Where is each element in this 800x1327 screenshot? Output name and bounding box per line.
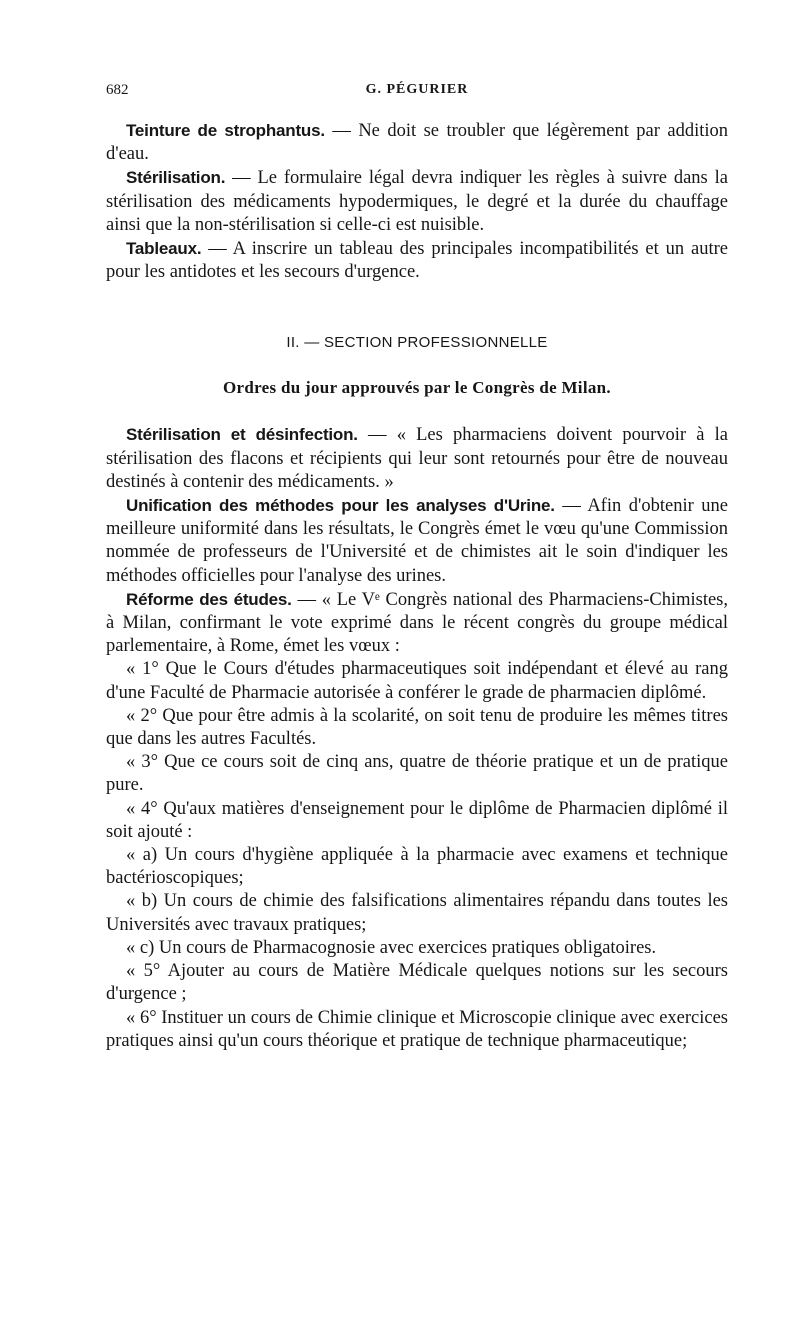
run-in-heading: Réforme des études. (126, 589, 292, 609)
paragraph-unification (106, 494, 728, 588)
run-in-heading: Stérilisation et désinfection. (126, 425, 358, 445)
run-in-heading: Teinture de strophantus. (126, 121, 325, 140)
voeu-1: « 1° Que le Cours d'études pharmaceutiques soit indépendant et élevé au rang d'une Faculté de Pharmacie autorisée à conférer le grade de pharmacien diplômé. (106, 659, 728, 703)
paragraph-desinfection (106, 423, 728, 494)
paragraph-text: — A inscrire un tableau des principales incompatibilités et un autre pour les antidotes et les secours d'urgence. (106, 239, 728, 283)
paragraph-sterilisation (106, 166, 728, 237)
paragraph-teinture (106, 119, 728, 166)
paragraph-text: — Le formulaire légal devra indiquer les règles à suivre dans la stérilisation des médicaments hypodermiques, le degré et la durée du chauffage ainsi que la non-stérilisation si celle-ci est nuisible. (106, 168, 728, 235)
voeu-5: « 5° Ajouter au cours de Matière Médicale quelques notions sur les secours d'urgence ; (106, 961, 728, 1005)
voeu-4: « 4° Qu'aux matières d'enseignement pour le diplôme de Pharmacien diplômé il soit ajouté : (106, 798, 728, 842)
run-in-heading: Stérilisation. (126, 168, 226, 188)
voeu-2: « 2° Que pour être admis à la scolarité, on soit tenu de produire les mêmes titres que dans les autres Facultés. (106, 705, 728, 750)
paragraph-tableaux (106, 237, 728, 284)
run-in-heading: Unification des méthodes pour les analyses d'Urine. (126, 496, 555, 516)
subheading: Ordres du jour approuvés par le Congrès de Milan. (223, 378, 611, 398)
paragraph-text: — « Les pharmaciens doivent pourvoir à la stérilisation des flacons et récipients qui leur sont retournés pour être de nouveau destinés à contenir des médicaments. » (106, 425, 728, 492)
document-page (106, 80, 728, 1053)
page-number: 682 (106, 82, 129, 98)
run-in-heading: Tableaux. (126, 239, 202, 259)
paragraph-reforme (106, 588, 728, 659)
running-head: G. PÉGURIER (365, 82, 469, 97)
voeu-4c: « c) Un cours de Pharmacognosie avec exercices pratiques obligatoires. (126, 937, 657, 958)
section-heading: II. — SECTION PROFESSIONNELLE (286, 334, 548, 352)
voeu-4a: « a) Un cours d'hygiène appliquée à la pharmacie avec examens et technique bactérioscopiques; (106, 845, 728, 889)
body-text (106, 119, 728, 1053)
voeu-6: « 6° Instituer un cours de Chimie clinique et Microscopie clinique avec exercices pratiques ainsi qu'un cours théorique et pratique de technique pharmaceutique; (106, 1007, 728, 1051)
page-header (106, 80, 728, 102)
paragraph-text: — « Le Vᵉ Congrès national des Pharmaciens-Chimistes, à Milan, confirmant le vote exprimé dans le récent congrès du groupe médical parlementaire, à Rome, émet les vœux : (106, 589, 728, 657)
paragraph-text: — Afin d'obtenir une meilleure uniformité dans les résultats, le Congrès émet le vœu qu'une Commission nommée de professeurs de l'Université et de chimistes ait le soin d'indiquer les méthodes officielles pour l'analyse des urines. (106, 496, 728, 586)
paragraph-text: — Ne doit se troubler que légèrement par addition d'eau. (106, 121, 728, 165)
voeu-3: « 3° Que ce cours soit de cinq ans, quatre de théorie pratique et un de pratique pure. (106, 752, 728, 796)
voeu-4b: « b) Un cours de chimie des falsifications alimentaires répandu dans toutes les Universités avec travaux pratiques; (106, 891, 728, 935)
